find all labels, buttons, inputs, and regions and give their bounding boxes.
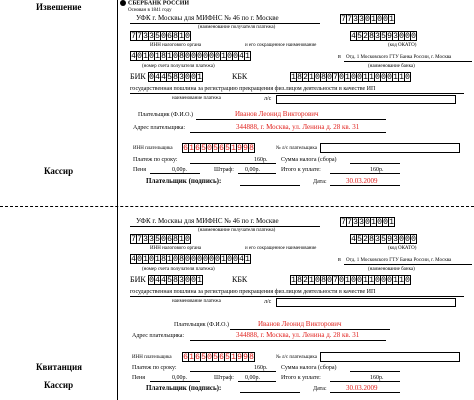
digit-cell: 0 (315, 276, 320, 285)
digit-cell: 0 (405, 235, 410, 244)
digit-cell: 3 (143, 235, 148, 244)
digit-cell: 8 (321, 276, 326, 285)
digit-cell: 0 (209, 52, 214, 61)
digit-cell: 0 (405, 32, 410, 41)
payer-inn-cells (182, 143, 254, 153)
digit-cell: 1 (231, 353, 236, 362)
date-label: Дата: (313, 179, 327, 185)
digit-cell: 1 (197, 73, 202, 82)
fine-line (238, 173, 276, 174)
digit-cell: 1 (291, 276, 296, 285)
due-line (190, 163, 276, 164)
digit-cell: 0 (161, 32, 166, 41)
total-value-lower: 160р. (370, 375, 384, 381)
digit-cell: 0 (191, 276, 196, 285)
digit-cell: 0 (137, 255, 142, 264)
payer-account-box (320, 143, 460, 153)
digit-cell: 4 (161, 276, 166, 285)
date-line-lower (330, 392, 400, 393)
recipient-line-lower (130, 226, 320, 227)
due-value-lower: 160р. (254, 365, 268, 371)
tax-sum-label: Сумма налога (сбора) (281, 157, 337, 163)
digit-cell: 9 (243, 353, 248, 362)
digit-cell: 1 (345, 276, 350, 285)
bik-cells-lower (148, 275, 202, 285)
digit-cell: 8 (249, 353, 254, 362)
digit-cell: 0 (351, 276, 356, 285)
digit-cell: 1 (399, 73, 404, 82)
digit-cell: 0 (197, 255, 202, 264)
digit-cell: 8 (321, 73, 326, 82)
okato-cells-lower (350, 234, 416, 244)
digit-cell: 5 (225, 144, 230, 153)
inn-short-caption-lower: и его сокращенное наименование (245, 246, 317, 251)
inn-cells-lower (130, 234, 190, 244)
penalty-line (150, 173, 200, 174)
digit-cell: 9 (387, 235, 392, 244)
digit-cell: 1 (363, 73, 368, 82)
kbk-cells (290, 72, 410, 82)
digit-cell: 0 (339, 73, 344, 82)
address-line-lower (190, 340, 386, 341)
account-caption: (номер счета получателя платежа) (142, 64, 215, 69)
digit-cell: 7 (341, 15, 346, 24)
digit-cell: 5 (201, 353, 206, 362)
digit-cell: 0 (233, 52, 238, 61)
kpp-cells-lower (340, 217, 394, 227)
digit-cell: 0 (405, 276, 410, 285)
digit-cell: 8 (297, 73, 302, 82)
bank-logo: СБЕРБАНК РОССИИ (120, 0, 189, 6)
payer-line-lower (230, 329, 390, 330)
digit-cell: 0 (365, 218, 370, 227)
digit-cell: 7 (137, 235, 142, 244)
signature-line-lower[interactable] (240, 392, 300, 393)
payer-inn-cells-lower (182, 352, 254, 362)
recipient-caption: (наименование получателя платежа) (198, 25, 276, 30)
digit-cell: 1 (399, 276, 404, 285)
ls-box-lower (276, 298, 456, 307)
digit-cell: 3 (353, 15, 358, 24)
payment-purpose: государственная пошлина за регистрацию прекращения физ.лицом деятельности в качестве ИП (130, 86, 376, 92)
digit-cell: 0 (399, 32, 404, 41)
fine-line-lower (238, 381, 276, 382)
digit-cell: 1 (291, 73, 296, 82)
digit-cell: 5 (357, 235, 362, 244)
digit-cell: 1 (197, 276, 202, 285)
digit-cell: 0 (203, 255, 208, 264)
due-label-lower: Платеж по сроку: (132, 365, 177, 371)
digit-cell: 1 (389, 218, 394, 227)
digit-cell: 0 (375, 73, 380, 82)
digit-cell: 4 (239, 255, 244, 264)
digit-cell: 3 (179, 276, 184, 285)
payer-address-lower: 344888, г. Москва, ул. Ленина д. 28 кв. 31 (236, 331, 360, 339)
digit-cell: 0 (185, 32, 190, 41)
ls-box (276, 95, 456, 104)
tax-sum-line (350, 163, 400, 164)
address-label: Адрес плательщика: (133, 125, 186, 131)
digit-cell: 1 (221, 52, 226, 61)
fine-label: Штраф: (214, 167, 234, 173)
bank-name-lower: Отд. 1 Московского ГТУ Банка России, г. Москва (346, 258, 452, 263)
fine-value-lower: 0,00р. (245, 375, 260, 381)
payer-account-box-lower (320, 352, 460, 362)
digit-cell: 8 (161, 52, 166, 61)
digit-cell: 9 (237, 353, 242, 362)
inn-caption: ИНН налогового органа (150, 43, 202, 48)
digit-cell: 0 (351, 73, 356, 82)
recipient-name: УФК г. Москвы для МИФНС № 46 по г. Москве (136, 14, 279, 22)
digit-cell: 2 (363, 235, 368, 244)
digit-cell: 9 (387, 32, 392, 41)
recipient-line (130, 23, 320, 24)
digit-cell: 1 (167, 52, 172, 61)
digit-cell: 1 (189, 353, 194, 362)
digit-cell: 0 (377, 218, 382, 227)
digit-cell: 0 (381, 73, 386, 82)
digit-cell: 7 (131, 32, 136, 41)
digit-cell: 7 (341, 218, 346, 227)
digit-cell: 0 (383, 218, 388, 227)
cashier-label-lower: Кассир (44, 380, 74, 390)
digit-cell: 1 (245, 255, 250, 264)
digit-cell: 7 (333, 73, 338, 82)
digit-cell: 2 (363, 32, 368, 41)
digit-cell: 1 (231, 144, 236, 153)
digit-cell: 8 (179, 255, 184, 264)
digit-cell: 0 (185, 235, 190, 244)
digit-cell: 0 (149, 73, 154, 82)
digit-cell: 0 (411, 235, 416, 244)
receipt-label: Квитанция (36, 362, 83, 372)
digit-cell: 6 (195, 144, 200, 153)
digit-cell: 0 (339, 276, 344, 285)
digit-cell: 8 (249, 144, 254, 153)
digit-cell: 3 (149, 235, 154, 244)
date-line (330, 185, 400, 186)
signature-line[interactable] (240, 185, 300, 186)
digit-cell: 0 (191, 255, 196, 264)
digit-cell: 1 (221, 255, 226, 264)
digit-cell: 0 (207, 353, 212, 362)
fine-value: 0,00р. (245, 167, 260, 173)
digit-cell: 1 (143, 255, 148, 264)
bik-label: БИК (130, 72, 146, 81)
digit-cell: 1 (179, 32, 184, 41)
digit-cell: 8 (297, 276, 302, 285)
digit-cell: 0 (405, 73, 410, 82)
digit-cell: 3 (393, 235, 398, 244)
digit-cell: 0 (185, 73, 190, 82)
digit-cell: 1 (155, 52, 160, 61)
digit-cell: 5 (213, 353, 218, 362)
purpose-line-lower (130, 296, 464, 297)
digit-cell: 0 (227, 52, 232, 61)
digit-cell: 0 (191, 73, 196, 82)
digit-cell: 5 (381, 235, 386, 244)
digit-cell: 6 (219, 353, 224, 362)
digit-cell: 7 (347, 218, 352, 227)
penalty-label-lower: Пеня (132, 375, 145, 381)
purpose-caption-lower: наименование платежа (172, 299, 221, 304)
payer-label: Плательщик (Ф.И.О.) (138, 112, 193, 118)
digit-cell: 0 (185, 52, 190, 61)
digit-cell: 1 (245, 52, 250, 61)
recipient-caption-lower: (наименование получателя платежа) (198, 228, 276, 233)
digit-cell: 1 (167, 255, 172, 264)
purpose-caption: наименование платежа (172, 96, 221, 101)
digit-cell: 0 (357, 276, 362, 285)
digit-cell: 1 (389, 15, 394, 24)
digit-cell: 0 (203, 52, 208, 61)
digit-cell: 7 (347, 15, 352, 24)
digit-cell: 8 (173, 276, 178, 285)
left-column (0, 0, 118, 400)
digit-cell: 4 (155, 276, 160, 285)
digit-cell: 0 (173, 255, 178, 264)
digit-cell: 8 (161, 255, 166, 264)
signature-label-lower: Плательщик (подпись): (146, 384, 222, 392)
digit-cell: 3 (375, 235, 380, 244)
digit-cell: 8 (369, 235, 374, 244)
digit-cell: 0 (375, 276, 380, 285)
digit-cell: 0 (377, 15, 382, 24)
due-value: 160р. (254, 157, 268, 163)
digit-cell: 6 (183, 144, 188, 153)
digit-cell: 0 (149, 276, 154, 285)
digit-cell: 1 (393, 276, 398, 285)
bank-prefix-lower: в (338, 257, 341, 263)
digit-cell: 0 (387, 276, 392, 285)
kbk-cells-lower (290, 275, 410, 285)
digit-cell: 1 (371, 15, 376, 24)
digit-cell: 3 (393, 32, 398, 41)
address-line (190, 132, 386, 133)
digit-cell: 0 (197, 52, 202, 61)
digit-cell: 4 (131, 255, 136, 264)
digit-cell: 0 (161, 235, 166, 244)
digit-cell: 1 (345, 73, 350, 82)
due-line-lower (190, 371, 276, 372)
payer-name-lower: Иванов Леонид Викторович (258, 320, 342, 328)
digit-cell: 1 (179, 235, 184, 244)
digit-cell: 0 (185, 276, 190, 285)
digit-cell: 4 (351, 235, 356, 244)
digit-cell: 1 (371, 218, 376, 227)
digit-cell: 4 (351, 32, 356, 41)
total-line (330, 173, 400, 174)
bank-name: Отд. 1 Московского ГТУ Банка России, г. Москва (346, 55, 452, 60)
digit-cell: 0 (137, 52, 142, 61)
penalty-value: 0,00р. (172, 167, 187, 173)
digit-cell: 8 (369, 32, 374, 41)
digit-cell: 6 (195, 353, 200, 362)
account-cells (130, 51, 250, 61)
payer-account-label: № л/с плательщика (276, 146, 317, 151)
digit-cell: 0 (411, 32, 416, 41)
digit-cell: 4 (239, 52, 244, 61)
account-cells-lower (130, 254, 250, 264)
bank-prefix: в (338, 54, 341, 60)
cashier-label: Кассир (44, 166, 74, 176)
digit-cell: 4 (131, 52, 136, 61)
okato-caption: (код ОКАТО) (388, 43, 417, 48)
digit-cell: 5 (201, 144, 206, 153)
total-value: 160р. (370, 167, 384, 173)
digit-cell: 9 (243, 144, 248, 153)
payment-purpose-lower: государственная пошлина за регистрацию прекращения физ.лицом деятельности в качестве ИП (130, 289, 376, 295)
digit-cell: 1 (309, 276, 314, 285)
bank-line-lower (344, 264, 472, 265)
date-label-lower: Дата: (313, 386, 327, 392)
digit-cell: 8 (173, 32, 178, 41)
tax-sum-label-lower: Сумма налога (сбора) (281, 365, 337, 371)
purpose-line (130, 93, 464, 94)
digit-cell: 0 (327, 276, 332, 285)
digit-cell: 0 (173, 52, 178, 61)
bank-caption-lower: (наименование банка) (368, 267, 415, 272)
inn-caption-lower: ИНН налогового органа (150, 246, 202, 251)
digit-cell: 3 (143, 32, 148, 41)
okato-cells (350, 31, 416, 41)
payer-label-lower: Плательщик (Ф.И.О.) (174, 322, 229, 328)
digit-cell: 0 (215, 52, 220, 61)
digit-cell: 0 (227, 255, 232, 264)
digit-cell: 0 (357, 73, 362, 82)
kbk-label-lower: КБК (232, 275, 248, 284)
signature-label: Плательщик (подпись): (146, 177, 222, 185)
digit-cell: 3 (179, 73, 184, 82)
digit-cell: 5 (167, 276, 172, 285)
digit-cell: 0 (191, 52, 196, 61)
bik-cells (148, 72, 202, 82)
digit-cell: 7 (137, 32, 142, 41)
digit-cell: 0 (209, 255, 214, 264)
total-line-lower (330, 381, 400, 382)
digit-cell: 5 (381, 32, 386, 41)
date-value: 30.03.2009 (346, 177, 378, 185)
address-label-lower: Адрес плательщика: (132, 333, 185, 339)
digit-cell: 5 (213, 144, 218, 153)
bank-line (344, 61, 472, 62)
digit-cell: 0 (233, 255, 238, 264)
digit-cell: 0 (383, 15, 388, 24)
digit-cell: 0 (381, 276, 386, 285)
digit-cell: 7 (131, 235, 136, 244)
digit-cell: 0 (387, 73, 392, 82)
payer-inn-label-lower: ИНН плательщика (132, 355, 172, 360)
digit-cell: 1 (143, 52, 148, 61)
digit-cell: 1 (393, 73, 398, 82)
kbk-label: КБК (232, 72, 248, 81)
digit-cell: 6 (167, 32, 172, 41)
digit-cell: 3 (359, 218, 364, 227)
digit-cell: 1 (363, 276, 368, 285)
kpp-cells (340, 14, 394, 24)
penalty-line-lower (150, 381, 200, 382)
digit-cell: 5 (167, 73, 172, 82)
ls-label-lower: л/с (264, 299, 272, 305)
digit-cell: 5 (357, 32, 362, 41)
digit-cell: 8 (179, 52, 184, 61)
account-caption-lower: (номер счета получателя платежа) (142, 267, 215, 272)
digit-cell: 1 (189, 144, 194, 153)
logo-subtext: Основан в 1841 году (128, 8, 172, 13)
notice-label: Извешение (36, 2, 82, 12)
digit-cell: 4 (161, 73, 166, 82)
digit-cell: 9 (237, 144, 242, 153)
bank-caption: (наименование банка) (368, 64, 415, 69)
digit-cell: 2 (303, 73, 308, 82)
section-divider (0, 206, 474, 207)
digit-cell: 1 (155, 255, 160, 264)
digit-cell: 5 (155, 32, 160, 41)
digit-cell: 1 (369, 73, 374, 82)
payer-line (196, 119, 386, 120)
date-value-lower: 30.03.2009 (346, 384, 378, 392)
bik-label-lower: БИК (130, 275, 146, 284)
recipient-name-lower: УФК г. Москвы для МИФНС № 46 по г. Москве (136, 217, 279, 225)
ls-label: л/с (264, 96, 272, 102)
digit-cell: 0 (149, 255, 154, 264)
total-label-lower: Итого к уплате: (281, 375, 321, 381)
digit-cell: 0 (315, 73, 320, 82)
bank-logo-icon (120, 0, 126, 6)
digit-cell: 6 (167, 235, 172, 244)
due-label: Платеж по сроку: (133, 157, 178, 163)
digit-cell: 0 (399, 235, 404, 244)
digit-cell: 7 (333, 276, 338, 285)
tax-sum-line-lower (350, 371, 400, 372)
digit-cell: 4 (155, 73, 160, 82)
digit-cell: 2 (303, 276, 308, 285)
digit-cell: 0 (185, 255, 190, 264)
digit-cell: 8 (173, 235, 178, 244)
inn-cells (130, 31, 190, 41)
digit-cell: 8 (173, 73, 178, 82)
digit-cell: 0 (149, 52, 154, 61)
payer-name: Иванов Леонид Викторович (235, 110, 319, 118)
digit-cell: 6 (219, 144, 224, 153)
digit-cell: 3 (359, 15, 364, 24)
digit-cell: 0 (215, 255, 220, 264)
payer-inn-label: ИНН плательщика (133, 146, 173, 151)
payer-address: 344888, г. Москва, ул. Ленина д. 28 кв. 31 (236, 123, 360, 131)
digit-cell: 0 (207, 144, 212, 153)
digit-cell: 3 (149, 32, 154, 41)
total-label: Итого к уплате: (281, 167, 321, 173)
penalty-label: Пеня (133, 167, 146, 173)
fine-label-lower: Штраф: (214, 375, 234, 381)
digit-cell: 6 (183, 353, 188, 362)
inn-short-caption: и его сокращенное наименование (245, 43, 317, 48)
payer-account-label-lower: № л/с плательщика (276, 355, 317, 360)
digit-cell: 1 (369, 276, 374, 285)
digit-cell: 3 (375, 32, 380, 41)
digit-cell: 3 (353, 218, 358, 227)
digit-cell: 5 (155, 235, 160, 244)
digit-cell: 0 (365, 15, 370, 24)
digit-cell: 5 (225, 353, 230, 362)
digit-cell: 1 (309, 73, 314, 82)
okato-caption-lower: (код ОКАТО) (388, 246, 417, 251)
digit-cell: 0 (327, 73, 332, 82)
penalty-value-lower: 0,00р. (172, 375, 187, 381)
